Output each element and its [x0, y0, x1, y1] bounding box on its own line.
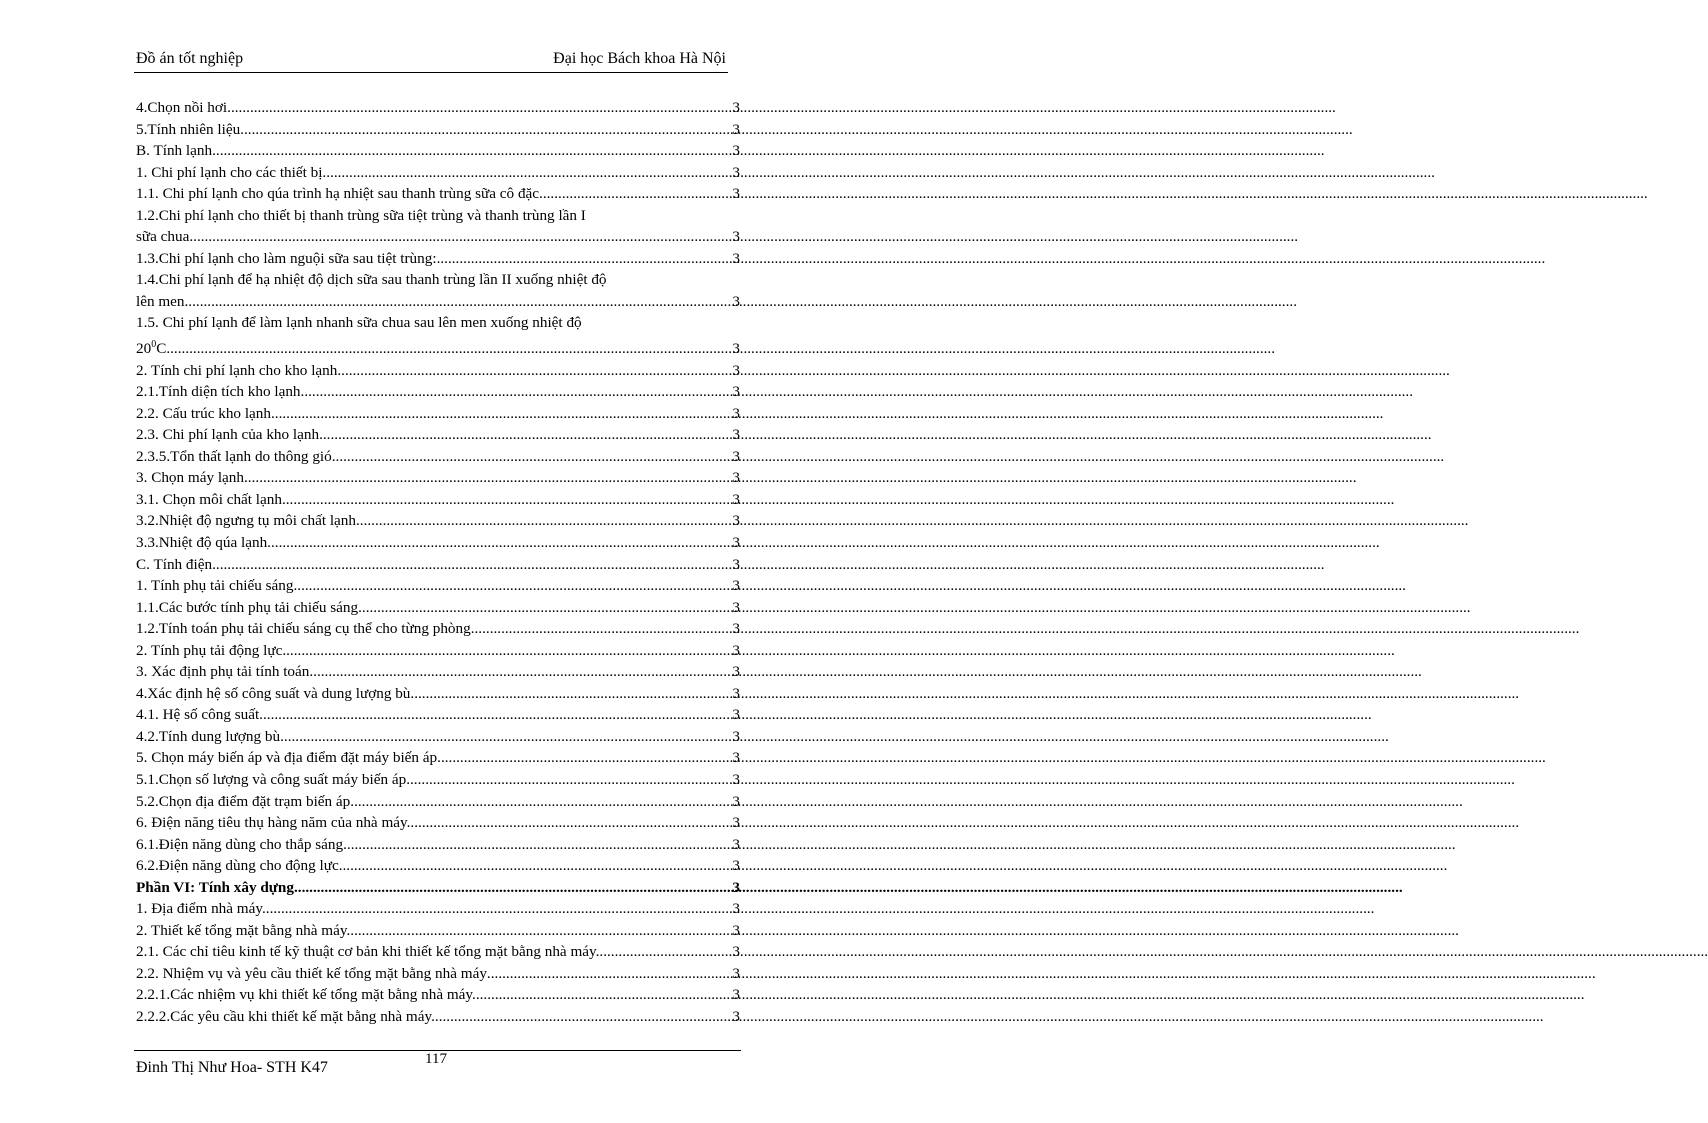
header-university: Đại học Bách khoa Hà Nội — [553, 50, 726, 67]
toc-entry-title: 4.1. Hệ số công suất. — [136, 706, 263, 724]
toc-entry-title-line: 1.4.Chi phí lạnh để hạ nhiệt độ dịch sữa sau thanh trùng lần II xuống nhiệt độ — [136, 271, 607, 289]
toc-page-number: 3 — [732, 921, 740, 939]
toc-page-number: 3 — [732, 142, 740, 160]
toc-entry-title: 1. Tính phụ tải chiếu sáng. — [136, 577, 298, 595]
toc-page-number: 3 — [732, 404, 740, 422]
toc-page-number: 3 — [732, 814, 740, 832]
toc-page-number: 3 — [732, 120, 740, 138]
toc-entry — [136, 467, 740, 489]
toc-entry-title: 6.2.Điện năng dùng cho động lực — [136, 857, 339, 875]
page-number: 117 — [425, 1051, 447, 1067]
toc-page-number: 3 — [732, 986, 740, 1004]
page-header — [134, 50, 728, 73]
toc-entry-title: Phần VI: Tính xây dựng — [136, 878, 294, 896]
dot-leader — [286, 489, 732, 511]
toc-entry-title: 4.Chọn nồi hơi — [136, 99, 228, 116]
toc-entry — [136, 597, 740, 619]
toc-entry — [136, 769, 740, 791]
toc-entry — [136, 140, 740, 162]
dot-leader — [471, 618, 732, 640]
dot-leader — [347, 834, 732, 856]
toc-page-number: 3 — [732, 99, 740, 116]
toc-page-number: 3 — [732, 361, 740, 379]
toc-entry-title: 3. Chọn máy lạnh. — [136, 469, 248, 487]
toc-entry — [136, 510, 740, 532]
dot-leader — [599, 941, 731, 963]
toc-entry-title: 2. Thiết kế tổng mặt bằng nhà máy. — [136, 921, 351, 939]
toc-entry-title: 3. Xác định phụ tải tính toán. — [136, 663, 314, 681]
toc-page-number: 3 — [732, 620, 740, 638]
toc-entry — [136, 1006, 740, 1028]
toc-entry-title-line: 1.5. Chi phí lạnh để làm lạnh nhanh sữa chua sau lên men xuống nhiệt độ — [136, 314, 582, 332]
toc-entry — [136, 984, 740, 1006]
dot-leader — [336, 446, 732, 468]
toc-entry-title: 5. Chọn máy biến áp và địa điểm đặt máy biến áp — [136, 749, 438, 767]
toc-entry-title: 1.2.Tính toán phụ tải chiếu sáng cụ thể cho từng phòng — [136, 620, 471, 638]
dot-leader — [304, 381, 731, 403]
toc-entry — [136, 554, 740, 576]
dot-leader — [326, 162, 731, 184]
toc-entry — [136, 747, 740, 769]
toc-entry — [136, 489, 740, 511]
page-footer — [134, 1050, 741, 1076]
toc-page-number: 3 — [732, 512, 740, 530]
dot-leader — [539, 183, 731, 205]
toc-entry-title: 4.2.Tính dung lượng bù — [136, 727, 281, 745]
dot-leader — [275, 403, 732, 425]
toc-entry-title: 2.2.2.Các yêu cầu khi thiết kế mặt bằng nhà máy. — [136, 1008, 435, 1026]
toc-entry-title: 2. Tính chi phí lạnh cho kho lạnh. — [136, 361, 342, 379]
dot-leader — [437, 747, 731, 769]
toc-entry — [136, 877, 740, 899]
table-of-contents — [136, 97, 740, 1028]
toc-entry-title: 1.1.Các bước tính phụ tải chiếu sáng. — [136, 598, 362, 616]
toc-entry — [136, 360, 740, 382]
toc-entry — [136, 575, 740, 597]
toc-entry — [136, 183, 740, 205]
toc-entry — [136, 119, 740, 141]
toc-page-number: 3 — [732, 555, 740, 573]
toc-page-number: 3 — [732, 598, 740, 616]
toc-page-number: 3 — [732, 228, 740, 246]
toc-entry-title: 1.3.Chi phí lạnh cho làm nguội sữa sau tiệt trùng: — [136, 249, 437, 267]
toc-page-number: 3 — [732, 534, 740, 551]
toc-entry-title: 1.1. Chi phí lạnh cho qúa trình hạ nhiệt sau thanh trùng sữa cô đặc — [136, 185, 540, 203]
toc-page-number: 3 — [732, 641, 740, 659]
dot-leader — [406, 769, 731, 791]
toc-entry-title: 5.Tính nhiên liệu. — [136, 120, 244, 138]
toc-entry-title: 6. Điện năng tiêu thụ hàng năm của nhà máy. — [136, 814, 411, 832]
toc-entry — [136, 963, 740, 985]
toc-entry-title: lên men. — [136, 292, 189, 310]
dot-leader — [280, 726, 731, 748]
dot-leader — [166, 338, 731, 360]
toc-entry-title: 1. Chi phí lạnh cho các thiết bị. — [136, 163, 327, 181]
toc-page-number: 3 — [732, 749, 740, 767]
dot-leader — [294, 877, 731, 899]
toc-entry-title: 4.Xác định hệ số công suất và dung lượng bù — [136, 684, 411, 702]
toc-entry-title-line: 1.2.Chi phí lạnh cho thiết bị thanh trùng sữa tiệt trùng và thanh trùng lần I — [136, 206, 586, 224]
toc-entry — [136, 640, 740, 662]
toc-page-number: 3 — [732, 771, 740, 789]
toc-page-number: 3 — [732, 426, 740, 444]
toc-entry-title: 2.1.Tính diện tích kho lạnh. — [136, 383, 305, 401]
toc-entry — [136, 898, 740, 920]
toc-entry-title: 3.2.Nhiệt độ ngưng tụ môi chất lạnh. — [136, 512, 360, 530]
dot-leader — [263, 704, 731, 726]
toc-page-number: 3 — [732, 185, 740, 203]
toc-entry — [136, 381, 740, 403]
dot-leader — [244, 119, 731, 141]
dot-leader — [360, 510, 732, 532]
toc-entry-title: 3.3.Nhiệt độ qúa lạnh. — [136, 534, 271, 551]
toc-entry-title: 3.1. Chọn môi chất lạnh. — [136, 490, 286, 508]
toc-entry-title: 2.2. Cấu trúc kho lạnh. — [136, 404, 275, 422]
toc-entry-title: $20^0C$ — [136, 339, 167, 358]
toc-entry — [136, 403, 740, 425]
toc-entry-title: 5.1.Chọn số lượng và công suất máy biến áp — [136, 771, 407, 789]
toc-entry — [136, 791, 740, 813]
toc-entry — [136, 618, 740, 640]
footer-author: Đinh Thị Như Hoa- STH K47 — [136, 1059, 328, 1076]
toc-entry — [136, 269, 740, 312]
toc-entry-title: 6.1.Điện năng dùng cho thắp sáng. — [136, 835, 347, 853]
dot-leader — [313, 661, 731, 683]
toc-entry — [136, 446, 740, 468]
dot-leader — [189, 226, 731, 248]
dot-leader — [271, 532, 731, 554]
dot-leader — [410, 812, 731, 834]
toc-page-number: 3 — [732, 835, 740, 853]
dot-leader — [216, 554, 732, 576]
toc-entry-title: C. Tính điện. — [136, 555, 216, 573]
toc-entry — [136, 424, 740, 446]
toc-page-number: 3 — [732, 900, 740, 918]
toc-entry-title: 2.3.5.Tổn thất lạnh do thông gió. — [136, 447, 336, 465]
toc-page-number: 3 — [732, 490, 740, 508]
toc-page-number: 3 — [732, 663, 740, 681]
toc-entry-title: 5.2.Chọn địa điểm đặt trạm biến áp. — [136, 792, 355, 810]
toc-entry — [136, 683, 740, 705]
toc-entry-title: 2. Tính phụ tải động lực. — [136, 641, 287, 659]
dot-leader — [323, 424, 732, 446]
dot-leader — [266, 898, 732, 920]
toc-entry-title: 2.3. Chi phí lạnh của kho lạnh. — [136, 426, 323, 444]
toc-page-number: 3 — [732, 792, 740, 810]
dot-leader — [354, 791, 731, 813]
toc-page-number: 3 — [732, 684, 740, 702]
toc-page-number: 3 — [732, 249, 740, 267]
dot-leader — [216, 140, 732, 162]
dot-leader — [350, 920, 731, 942]
toc-entry-title: 2.1. Các chỉ tiêu kinh tế kỹ thuật cơ bản khi thiết kế tổng mặt bằng nhà máy. — [136, 943, 600, 961]
dot-leader — [227, 97, 731, 119]
toc-page-number: 3 — [732, 469, 740, 487]
header-thesis-label: Đồ án tốt nghiệp — [136, 50, 244, 67]
dot-leader — [339, 855, 732, 877]
toc-page-number: 3 — [732, 878, 740, 896]
dot-leader — [435, 1006, 732, 1028]
dot-leader — [188, 291, 731, 313]
toc-entry — [136, 248, 740, 270]
toc-page-number: 3 — [732, 706, 740, 724]
toc-entry — [136, 812, 740, 834]
toc-page-number: 3 — [732, 163, 740, 181]
dot-leader — [341, 360, 731, 382]
toc-entry-title: 2.2.1.Các nhiệm vụ khi thiết kế tổng mặt bằng nhà máy. — [136, 986, 476, 1004]
toc-entry — [136, 661, 740, 683]
toc-page-number: 3 — [732, 857, 740, 875]
toc-page-number: 3 — [732, 447, 740, 465]
toc-page-number: 3 — [732, 964, 740, 982]
toc-entry-title: B. Tính lạnh. — [136, 142, 216, 160]
toc-page-number: 3 — [732, 340, 740, 358]
toc-entry — [136, 941, 740, 963]
toc-page-number: 3 — [732, 383, 740, 401]
toc-page-number: 3 — [732, 577, 740, 595]
dot-leader — [410, 683, 731, 705]
toc-entry — [136, 855, 740, 877]
dot-leader — [248, 467, 732, 489]
toc-entry-title: 2.2. Nhiệm vụ và yêu cầu thiết kế tổng mặt bằng nhà máy — [136, 964, 487, 982]
dot-leader — [286, 640, 731, 662]
toc-entry — [136, 532, 740, 554]
dot-leader — [297, 575, 731, 597]
toc-entry — [136, 920, 740, 942]
toc-entry — [136, 726, 740, 748]
toc-entry — [136, 312, 740, 359]
toc-entry — [136, 834, 740, 856]
toc-entry — [136, 704, 740, 726]
toc-page-number: 3 — [732, 943, 740, 961]
dot-leader — [476, 984, 732, 1006]
toc-entry — [136, 162, 740, 184]
toc-page-number: 3 — [732, 727, 740, 745]
dot-leader — [362, 597, 732, 619]
dot-leader — [487, 963, 731, 985]
toc-entry — [136, 205, 740, 248]
dot-leader — [437, 248, 732, 270]
toc-entry-title: 1. Địa điểm nhà máy. — [136, 900, 266, 918]
toc-entry — [136, 97, 740, 119]
superscript: 0 — [151, 339, 157, 351]
toc-entry-title: sữa chua — [136, 228, 190, 246]
toc-page-number: 3 — [732, 292, 740, 310]
toc-page-number: 3 — [732, 1008, 740, 1026]
